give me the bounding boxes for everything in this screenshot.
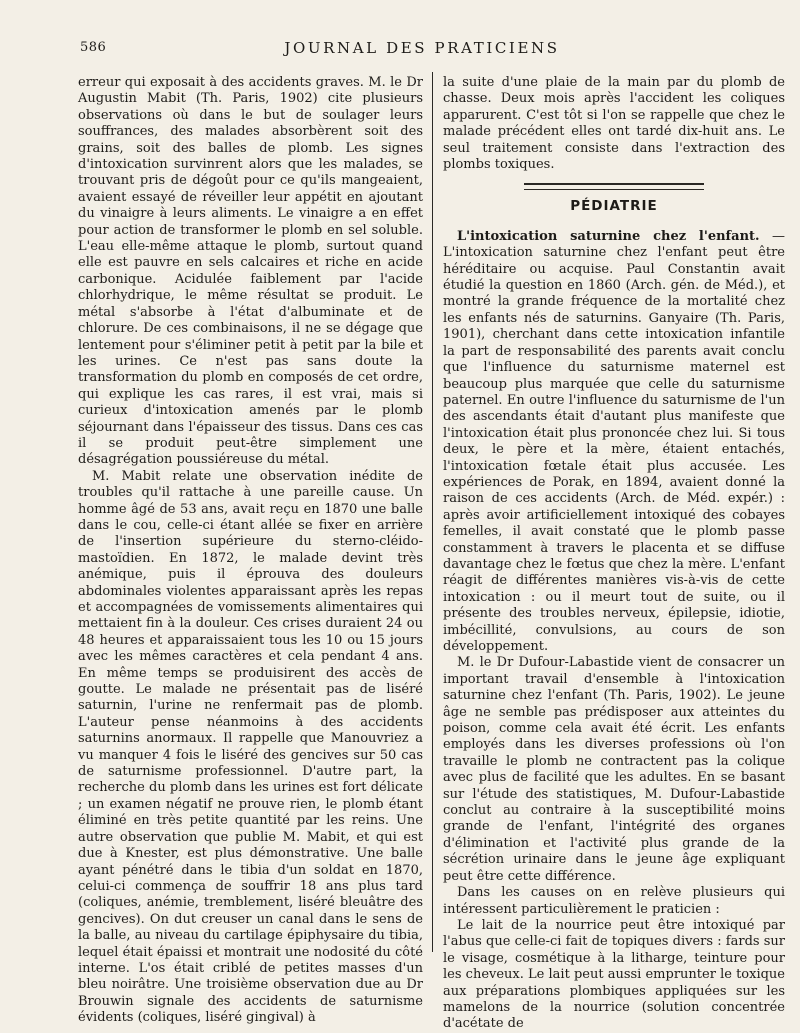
page-number: 586 — [80, 40, 107, 55]
column-divider — [432, 72, 433, 952]
right-paragraph-1: la suite d'une plaie de la main par du plomb de chasse. Deux mois après l'accident les coliques apparurent. C'est tôt si l'on se rappelle que chez le malade précédent elles ont tardé dix-huit ans. Le seul traitement consiste dans l'extraction des plombs toxiques. — [443, 75, 785, 173]
right-column — [443, 75, 785, 1033]
right-paragraph-5: Le lait de la nourrice peut être intoxiqué par l'abus que celle-ci fait de topiques divers : fards sur le visage, cosmétique à la litharge, teinture pour les cheveux. Le lait peut aussi emprunter le toxique aux préparations plombiques appliquées sur les mamelons de la nourrice (solution concentrée d'acétate de — [443, 917, 785, 1032]
left-paragraph-2: M. Mabit relate une observation inédite de troubles qu'il rattache à une pareille cause. Un homme âgé de 53 ans, avait reçu en 1870 une balle dans le cou, celle-ci étant allée se fixer en arrière de l'insertion supérieure du sterno-cléido-mastoïdien. En 1872, le malade devint très anémique, puis il éprouva des douleurs abdominales violentes apparaissant après les repas et accompagnées de vomissements alimentaires qui mettaient fin à la douleur. Ces crises duraient 24 ou 48 heures et apparaissaient tous les 10 ou 15 jours avec les mêmes caractères et cela pendant 4 ans. En même temps se produisirent des accès de goutte. Le malade ne présentait pas de liséré saturnin, l'urine ne renfermait pas de plomb. L'auteur pense néanmoins à des accidents saturnins anormaux. Il rappelle que Manouvriez a vu manquer 4 fois le liséré des gencives sur 50 cas de saturnisme professionnel. D'autre part, la recherche du plomb dans les urines est fort délicate ; un examen négatif ne prouve rien, le plomb étant éliminé en très petite quantité par les reins. Une autre observation que publie M. Mabit, et qui est due à Knester, est plus démonstrative. Une balle ayant pénétré dans le tibia d'un soldat en 1870, celui-ci commença de souffrir 18 ans plus tard (coliques, anémie, tremblement, liséré bleuâtre des gencives). On dut creuser un canal dans le sens de la balle, au niveau du cartilage épiphysaire du tibia, lequel était épaissi et montrait une nodosité du côté interne. L'os était criblé de petites masses d'un bleu noirâtre. Une troisième observation due au Dr Brouwin signale des accidents de saturnisme évidents (coliques, liséré gingival) à — [78, 468, 423, 1026]
section-rule — [524, 183, 704, 190]
journal-title: JOURNAL DES PRATICIENS — [284, 39, 560, 57]
running-head — [80, 40, 764, 60]
right-paragraph-3: M. le Dr Dufour-Labastide vient de consacrer un important travail d'ensemble à l'intoxication saturnine chez l'enfant (Th. Paris, 1902). Le jeune âge ne semble pas prédisposer aux atteintes du poison, comme cela avait été écrit. Les enfants employés dans les diverses professions où l'on travaille le plomb ne contractent pas la colique avec plus de facilité que les adultes. En se basant sur l'étude des statistiques, M. Dufour-Labastide conclut au contraire à la susceptibilité moins grande de l'enfant, l'intégrité des organes d'élimination et l'activité plus grande de la sécrétion urinaire dans le jeune âge expliquant peut être cette différence. — [443, 655, 785, 884]
section-title: PÉDIATRIE — [570, 198, 658, 215]
right-paragraph-2 — [443, 229, 785, 656]
article-lead-title: L'intoxication saturnine chez l'enfant. — [457, 228, 760, 244]
left-column — [78, 75, 423, 1027]
right-paragraph-4: Dans les causes on en relève plusieurs qui intéressent particulièrement le praticien : — [443, 885, 785, 917]
article-lead-text: — L'intoxication saturnine chez l'enfant peut être héréditaire ou acquise. Paul Constantin avait étudié la question en 1860 (Arch. gén. de Méd.), et montré la grande fréquence de la mortalité chez les enfants nés de saturnins. Ganyaire (Th. Paris, 1901), cherchant dans cette intoxication infantile la part de responsabilité des parents avait conclu que l'influence du saturnisme maternel est beaucoup plus marquée que celle du saturnisme paternel. En outre l'influence du saturnisme de l'un des ascendants était d'autant plus manifeste que l'intoxication était plus prononcée chez lui. Si tous deux, le père et la mère, étaient entachés, l'intoxication fœtale était plus accusée. Les expériences de Porak, en 1894, avaient donné la raison de ces accidents (Arch. de Méd. expér.) : après avoir artificiellement intoxiqué des cobayes femelles, il avait constaté que le plomb passe constamment à travers le placenta et se diffuse davantage chez le fœtus que chez la mère. L'enfant réagit de différentes manières vis-à-vis de cette intoxication : ou il meurt tout de suite, ou il présente des troubles nerveux, épilepsie, idiotie, imbécillité, convulsions, au cours de son développement. — [443, 228, 785, 654]
left-paragraph-1: erreur qui exposait à des accidents graves. M. le Dr Augustin Mabit (Th. Paris, 1902) cite plusieurs observations où dans le but de soulager leurs souffrances, des malades absorbèrent soit des grains, soit des balles de plomb. Les signes d'intoxication survinrent alors que les malades, se trouvant pris de dégoût pour ce qu'ils mangeaient, avaient essayé de réveiller leur appétit en ajoutant du vinaigre à leurs aliments. Le vinaigre a en effet pour action de transformer le plomb en sel soluble. L'eau elle-même attaque le plomb, surtout quand elle est pauvre en sels calcaires et riche en acide carbonique. Acidulée faiblement par l'acide chlorhydrique, le même résultat se produit. Le métal s'absorbe à l'état d'albuminate et de chlorure. De ces combinaisons, il ne se dégage que lentement pour s'éliminer petit à petit par la bile et les urines. Ce n'est pas sans doute la transformation du plomb en composés de cet ordre, qui explique les cas rares, il est vrai, mais si curieux d'intoxication amenés par le plomb séjournant dans l'épaisseur des tissus. Dans ces cas il se produit peut-être simplement une désagrégation poussiéreuse du métal. — [78, 75, 423, 468]
